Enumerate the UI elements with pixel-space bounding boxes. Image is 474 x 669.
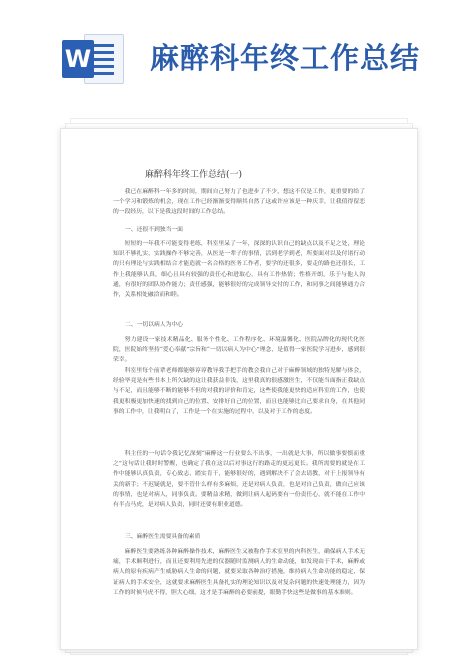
word-document-icon — [62, 30, 122, 86]
document-page — [60, 128, 418, 650]
page-header — [0, 0, 474, 100]
intro-paragraph: 我已在麻醉科一年多的时间，期间自己努力了也进步了不少，想这不仅是工作，更重要的给了一个学习和锻炼的机会，现在工作已经渐渐变得顺其自然了这或许应该是一种庆幸，让我值得留恋的一段经历，以下是我这段时间的工作总结。 — [113, 189, 365, 216]
section-3-heading: 三、麻醉医生需要具备的素质 — [125, 534, 201, 540]
document-title: 麻醉科年终工作总结(一) — [145, 170, 243, 180]
section-1-paragraph: 短短的一年我不可能变得老练，科室里呆了一年，深深的认识自己的缺点以及不足之处，理论知识不够扎实，实践操作不够完善，从医是一辈子的事情，活到老学到老，所要面对以及付诸行动的只有理论与实践相结合才能造就一名合格的医务工作者，要学的还很多，要走的路也还很长，工作上我能够认真，细心且具有较强的责任心和进取心，具有工作热情；性格开朗，乐于与他人沟通，有很好的团队协作能力；责任感强，能够很好的完成领导交付的工作，和同事之间能够通力合作，关系相处融洽而和睦。 — [113, 241, 365, 299]
section-2-paragraph-3: 科主任的一句话令我记忆深刻“麻醉这一行业要么不出事，一出就是大事，所以做事要慎而重之”这句话让我时时警醒，也确定了我在这以后对事这行的路走的更远更长。我所需要的就是在工作中能够认真负责，专心致志，踏实肯干，能够很好的，遇到解决不了会去请教，对于上报领导有关的新手；不迟疑就是，要不管什么样有多麻烦，还是对病人负责，也是对自己负责，做自己应该的事情，也是对病人，同事负责。要精益求精，做到让病人起码要有一份责任心，就不能在工作中有半点马虎，是对病人负责，同时还要有职业道德。 — [113, 451, 365, 509]
word-letter-badge: W — [62, 40, 94, 78]
section-2-paragraph-1: 努力建设一家技术精品化、服务个性化、工作程序化、环境温馨化、医院品牌化的现代化医院，医院始终坚持“爱心奉献”宗旨和“一切以病人为中心”理念，是值得一家医院学习进步，感到很荣幸。 — [113, 337, 365, 364]
section-2-paragraph-2: 科室里每个前辈老师都能够谆谆教导我手把手的教会我自己对于麻醉领域的独特见解与体会，经验毕竟是有些书本上所欠缺的这让我获益非浅，这里我真的很感激医生，不仅能当面指正我缺点与不足，而且能够不断的能够不但的对我的评价和肯定，这些使我能更快的适应科室的工作，也使我更积极更加快速的找到自己的位置、安排好自己的位置，而且也能够比自己要求自身，在其他同事的工作中，让我明白了，工作是一个在实施的过程中，以及对于工作的态度。 — [113, 368, 365, 415]
section-1-heading: 一、还很不到独当一面 — [125, 227, 183, 233]
section-3-paragraph: 麻醉医生要熟练各种麻醉操作技术，麻醉医生又被称作手术室里的内科医生，确保病人手术无痛，手术顺利进行，而且还要利用先进的仪器随时监测病人的生命动能，如发现由于手术，麻醉或病人的原有疾病产生威胁病人生命的问题，就要采取各种治疗措施，维持病人生命功能的稳定，保证病人的手术安全，这就要求麻醉医生具备扎实的理论知识以及对复杂问题的快速处理能力，因为工作的时候马虎不得，胆大心细，这才是手麻醉的必要前提，眼勤手快这些是做事的基本准则。 — [113, 549, 365, 596]
section-2-heading: 二、一切以病人为中心 — [125, 322, 183, 328]
page-title: 麻醉科年终工作总结 — [150, 41, 421, 75]
